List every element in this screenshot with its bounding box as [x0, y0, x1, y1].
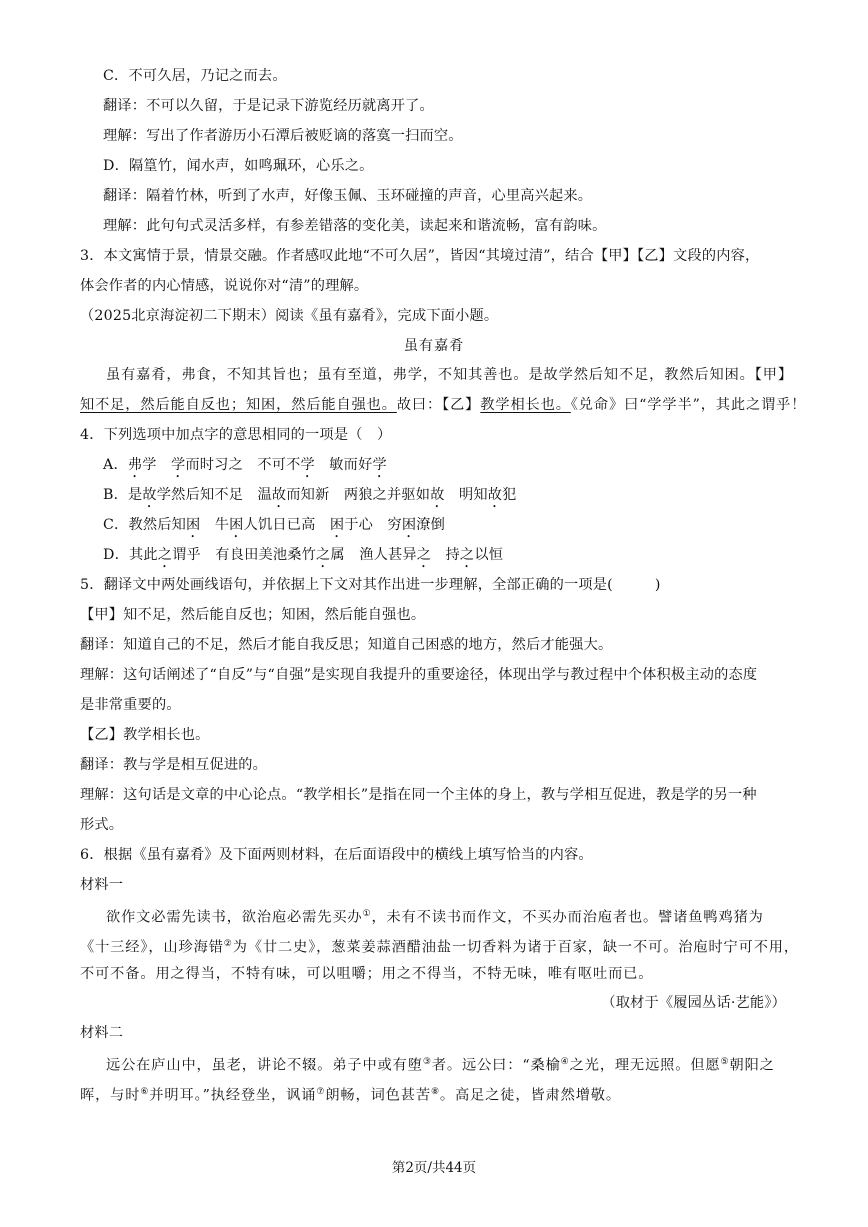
passage-paragraph-cont: 知不足，然后能自反也；知困，然后能自强也。故曰：【乙】教学相长也。《兑命》曰“学学半”，其此之谓乎！ — [80, 397, 807, 413]
passage-paragraph: 虽有嘉肴，弗食，不知其旨也；虽有至道，弗学，不知其善也。是故学然后知不足，教然后知困。【甲】 — [106, 367, 793, 383]
question-3-cont: 体会作者的内心情感，说说你对“清”的理解。 — [80, 278, 369, 294]
passage-source: （2025北京海淀初二下期末）阅读《虽有嘉肴》，完成下面小题。 — [80, 308, 499, 324]
material-2-label: 材料二 — [80, 1025, 124, 1041]
page-number: 第2页/共44页 — [391, 1160, 477, 1176]
sentence-yi: 【乙】教学相长也。 — [80, 727, 210, 743]
sentence-yi-understanding-cont: 形式。 — [80, 817, 124, 833]
underlined-sentence-jia: 知不足，然后能自反也；知困，然后能自强也。 — [80, 397, 397, 413]
material-2-line-2: 晖，与时⑥并明耳。”执经登坐，讽诵⑦朗畅，词色甚苦⑧。高足之徒，皆肃然增敬。 — [80, 1087, 621, 1104]
material-1-line-3: 不可不备。用之得当，不特有味，可以咀嚼；用之不得当，不特无味，唯有呕吐而已。 — [80, 966, 654, 982]
material-1-line-1: 欲作文必需先读书，欲治庖必需先买办①，未有不读书而作文，不买办而治庖者也。譬诸鱼鸭鸡猪为 — [106, 909, 764, 926]
q4-option-d: D．其此之谓乎 有良田美池桑竹之属 渔人甚异之 持之以恒 — [103, 547, 504, 563]
option-c-understanding: 理解：写出了作者游历小石潭后被贬谪的落寞一扫而空。 — [103, 128, 463, 144]
sentence-jia-understanding-cont: 是非常重要的。 — [80, 697, 181, 713]
sentence-jia: 【甲】知不足，然后能自反也；知困，然后能自强也。 — [80, 607, 426, 623]
underlined-sentence-yi: 教学相长也。 — [480, 397, 571, 413]
material-1-label: 材料一 — [80, 877, 124, 893]
option-d-translation: 翻译：隔着竹林，听到了水声，好像玉佩、玉环碰撞的声音，心里高兴起来。 — [103, 188, 593, 204]
q4-option-c: C．教然后知困 牛困人饥日已高 困于心 穷困潦倒 — [103, 517, 446, 533]
material-1-line-2: 《十三经》，山珍海错②为《廿二史》，葱菜姜蒜酒醋油盐一切香料为诸于百家，缺一不可。治庖时宁可不用， — [80, 939, 799, 956]
question-6: 6．根据《虽有嘉肴》及下面两则材料，在后面语段中的横线上填写恰当的内容。 — [80, 847, 593, 863]
material-2-line-1: 远公在庐山中，虽老，讲论不辍。弟子中或有堕③者。远公曰：“桑榆④之光，理无远照。但愿⑤朝阳之 — [106, 1057, 775, 1074]
option-c-translation: 翻译：不可以久留，于是记录下游览经历就离开了。 — [103, 98, 434, 114]
option-d: D．隔篁竹，闻水声，如鸣珮环，心乐之。 — [103, 158, 374, 174]
material-1-source: （取材于《履园丛话·艺能》） — [601, 995, 786, 1011]
passage-title: 虽有嘉肴 — [403, 338, 465, 354]
option-d-understanding: 理解：此句句式灵活多样，有参差错落的变化美，读起来和谐流畅，富有韵味。 — [103, 218, 607, 234]
option-c: C．不可久居，乃记之而去。 — [103, 68, 287, 84]
q4-option-a: A．弗学 学而时习之 不可不学 敏而好学 — [103, 457, 387, 473]
sentence-yi-understanding: 理解：这句话是文章的中心论点。“教学相长”是指在同一个主体的身上，教与学相互促进，教是学的另一种 — [80, 787, 757, 803]
sentence-jia-translation: 翻译：知道自己的不足，然后才能自我反思；知道自己困惑的地方，然后才能强大。 — [80, 637, 613, 653]
sentence-yi-translation: 翻译：教与学是相互促进的。 — [80, 757, 268, 773]
question-3: 3．本文寓情于景，情景交融。作者感叹此地“不可久居”，皆因“其境过清”，结合【甲】【乙】文段的内容， — [80, 248, 760, 264]
sentence-jia-understanding: 理解：这句话阐述了“自反”与“自强”是实现自我提升的重要途径，体现出学与教过程中个体积极主动的态度 — [80, 667, 758, 683]
question-5: 5．翻译文中两处画线语句，并依据上下文对其作出进一步理解，全部正确的一项是( ) — [80, 577, 661, 593]
question-4: 4．下列选项中加点字的意思相同的一项是（ ） — [80, 427, 392, 443]
q4-option-b: B．是故学然后知不足 温故而知新 两狼之并驱如故 明知故犯 — [103, 487, 517, 503]
